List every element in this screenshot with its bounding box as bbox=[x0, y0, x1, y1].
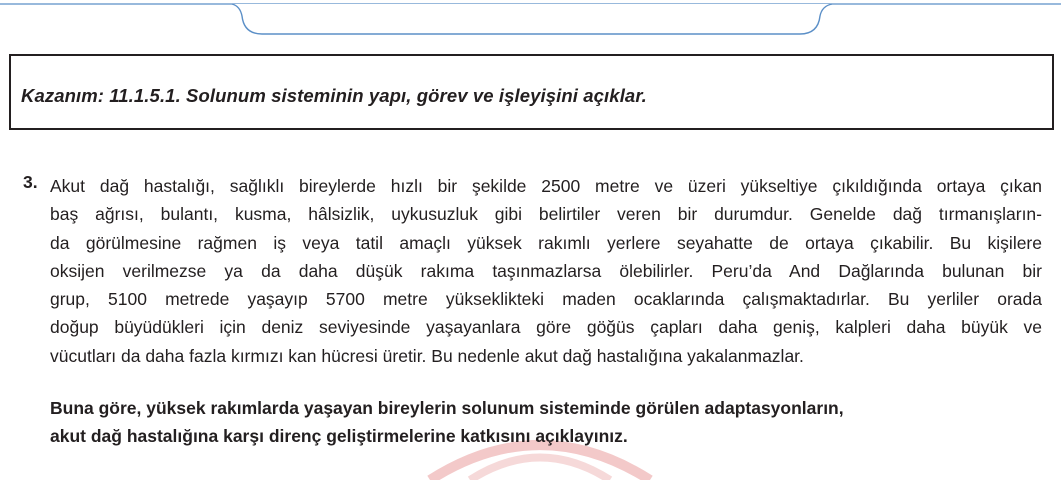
question-body-line: Akut dağ hastalığı, sağlıklı bireylerde hızlı bir şekilde 2500 metre ve üzeri yükseltiye çıkıldığında ortaya çıkan bbox=[50, 172, 1042, 200]
question-number: 3. bbox=[23, 172, 38, 193]
question-prompt bbox=[50, 394, 1043, 451]
watermark-inner-arc bbox=[470, 458, 610, 480]
question-prompt-line: Buna göre, yüksek rakımlarda yaşayan bireylerin solunum sisteminde görülen adaptasyonların, bbox=[50, 394, 1043, 422]
question-body-line: doğup büyüdükleri için deniz seviyesinde yaşayanlara göre göğüs çapları daha geniş, kalpleri daha büyük ve bbox=[50, 313, 1042, 341]
kazanim-text: Kazanım: 11.1.5.1. Solunum sisteminin yapı, görev ve işleyişini açıklar. bbox=[21, 85, 647, 107]
question-body-line: baş ağrısı, bulantı, kusma, hâlsizlik, uykusuzluk gibi belirtiler veren bir durumdur. Genelde dağ tırmanışların- bbox=[50, 200, 1042, 228]
question-body-line: oksijen verilmezse ya da daha düşük rakıma taşınmazlarsa ölebilirler. Peru’da And Dağlarında bulunan bir bbox=[50, 257, 1042, 285]
header-banner-shape bbox=[0, 0, 1061, 40]
question-body-line: vücutları da daha fazla kırmızı kan hücresi üretir. Bu nedenle akut dağ hastalığına yakalanmazlar. bbox=[50, 342, 1043, 370]
question-body bbox=[50, 172, 1043, 370]
question-prompt-line: akut dağ hastalığına karşı direnç geliştirmelerine katkısını açıklayınız. bbox=[50, 422, 1043, 450]
kazanim-box bbox=[9, 54, 1054, 130]
banner-tab-outline bbox=[232, 4, 832, 34]
question-body-line: da görülmesine rağmen iş veya tatil amaçlı yüksek rakımlı yerlere seyahatte de ortaya çıkabilir. Bu kişilere bbox=[50, 229, 1042, 257]
question-body-line: grup, 5100 metrede yaşayıp 5700 metre yükseklikteki maden ocaklarında çalışmaktadırlar. Bu yerliler orada bbox=[50, 285, 1042, 313]
